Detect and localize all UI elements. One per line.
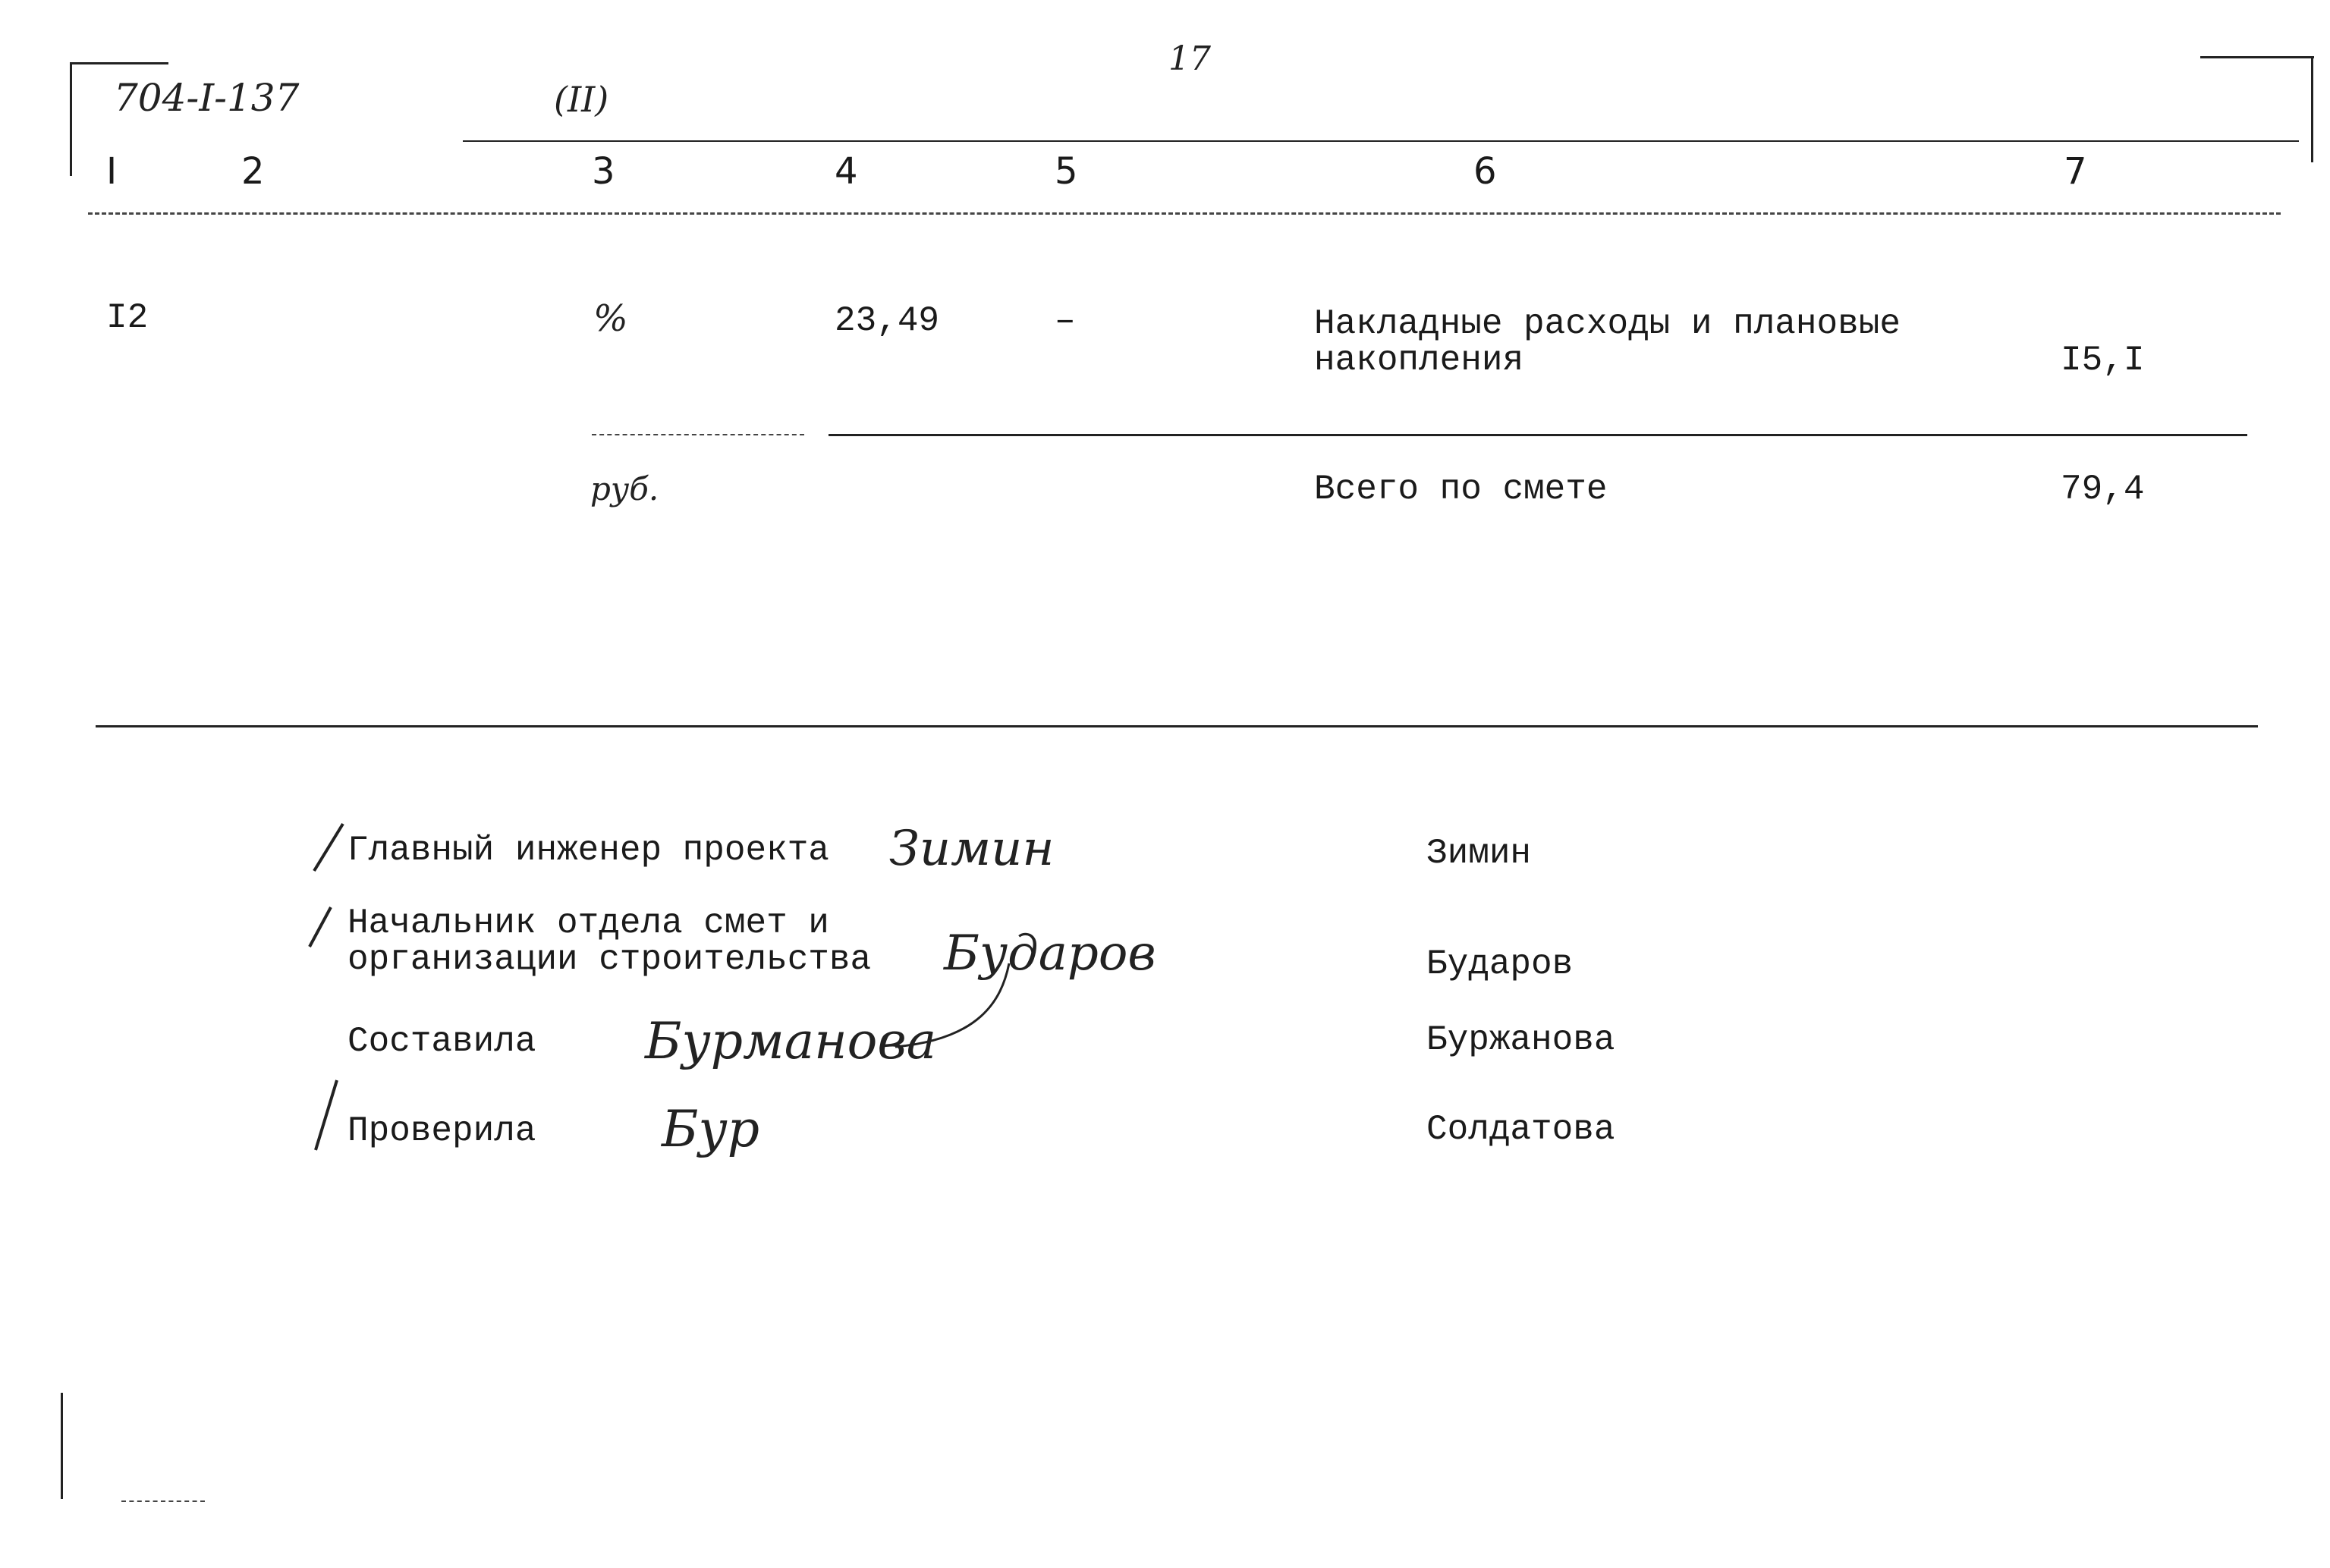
col-header-4: 4: [835, 150, 858, 193]
col-header-2: 2: [241, 150, 265, 193]
row-number: I2: [106, 298, 149, 338]
table-bottom-rule: [96, 725, 2258, 727]
slash-mark-1: [310, 821, 347, 874]
row-name-line1: Накладные расходы и плановые: [1314, 304, 1901, 344]
col-header-7: 7: [2064, 150, 2087, 193]
role-compiled-by: Составила: [347, 1022, 536, 1061]
signature-compiled-by: Бурманова: [645, 1012, 937, 1070]
row-separator-right: [829, 434, 2247, 436]
frame-top-right: [2200, 56, 2314, 58]
slash-mark-2: [305, 904, 335, 950]
col-header-1: I: [106, 150, 118, 193]
total-unit: руб.: [590, 470, 659, 507]
header-bottom-rule: [88, 212, 2281, 215]
row-quantity: 23,49: [835, 301, 940, 341]
col-header-3: 3: [592, 150, 615, 193]
row-total: I5,I: [2061, 341, 2145, 380]
page-number: 17: [1168, 39, 1211, 78]
name-chief-engineer: Зимин: [1426, 834, 1532, 873]
signature-head-estimates: Бударов: [944, 925, 1156, 982]
role-head-estimates-line1: Начальник отдела смет и: [347, 903, 829, 943]
signature-checked-by: Бур: [662, 1100, 760, 1158]
bottom-margin-mark: [121, 1500, 205, 1502]
name-head-estimates: Бударов: [1426, 944, 1574, 984]
doc-part: (II): [554, 79, 609, 120]
role-checked-by: Проверила: [347, 1111, 536, 1151]
header-top-rule: [463, 140, 2299, 142]
row-separator-left: [592, 434, 804, 435]
slash-mark-3: [311, 1077, 341, 1153]
frame-top-left: [70, 62, 168, 64]
total-label: Всего по смете: [1314, 470, 1608, 509]
left-margin-mark: [61, 1393, 63, 1499]
col-header-6: 6: [1473, 150, 1497, 193]
frame-left-edge: [70, 62, 72, 176]
name-compiled-by: Буржанова: [1426, 1020, 1615, 1060]
total-value: 79,4: [2061, 470, 2145, 509]
row-col5-dash: –: [1055, 301, 1076, 341]
col-header-5: 5: [1055, 150, 1078, 193]
row-name-line2: накопления: [1314, 341, 1524, 380]
role-head-estimates-line2: организации строительства: [347, 940, 872, 979]
name-checked-by: Солдатова: [1426, 1110, 1615, 1149]
frame-right-edge: [2311, 56, 2313, 162]
doc-code: 704-I-137: [114, 76, 300, 120]
signature-chief-engineer: Зимин: [889, 821, 1055, 877]
row-unit: %: [593, 297, 628, 340]
role-chief-engineer: Главный инженер проекта: [347, 831, 829, 870]
